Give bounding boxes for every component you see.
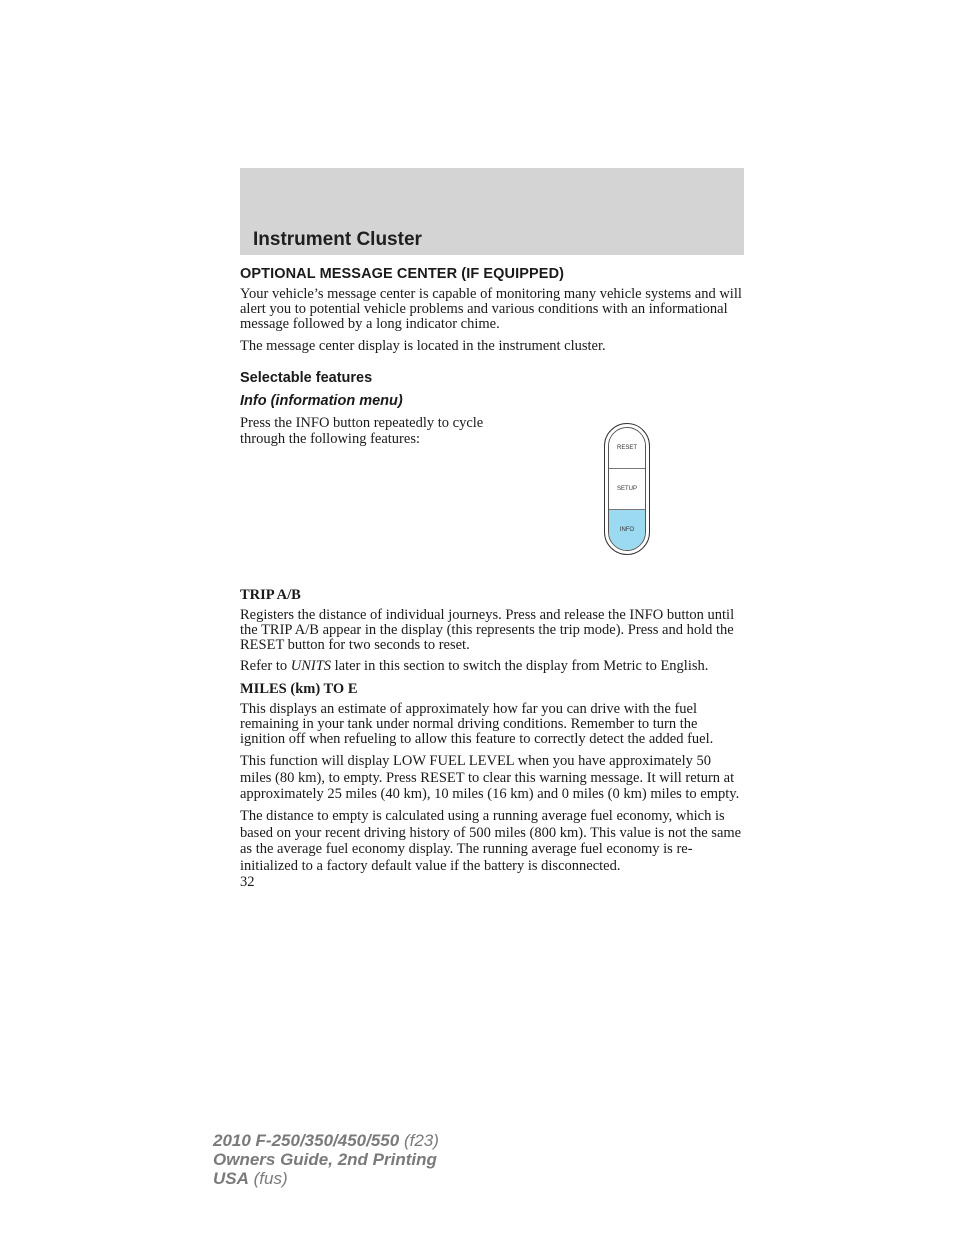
document-footer [213, 1131, 439, 1188]
footer-region-code: (fus) [248, 1169, 288, 1188]
footer-line-2: Owners Guide, 2nd Printing [213, 1150, 437, 1169]
intro-paragraph-2: The message center display is located in the instrument cluster. [240, 337, 606, 354]
selectable-features-heading: Selectable features [240, 369, 373, 386]
footer-line-1 [213, 1131, 439, 1150]
info-menu-paragraph: Press the INFO button repeatedly to cycle through the following features: [240, 414, 484, 448]
page-content [240, 266, 744, 891]
reset-button: RESET [609, 428, 645, 469]
message-center-buttons-illustration [604, 423, 650, 555]
trip-text-pre: Refer to [240, 658, 291, 675]
section-header-band [240, 168, 744, 255]
miles-paragraph-2: This function will display LOW FUEL LEVEL when you have approximately 50 miles (80 km), to empty. Press RESET to clear this warning message. It will return at approximately 25 miles (40 km), 10 miles (16 km) and 0 miles (0 km) miles to empty. [240, 753, 740, 803]
page-number: 32 [240, 874, 255, 891]
trip-paragraph-1: Registers the distance of individual journeys. Press and release the INFO button until the TRIP A/B appear in the display (this represents the trip mode). Press and hold the RESET button for two seconds to reset. [240, 606, 735, 654]
miles-to-empty-heading: MILES (km) TO E [240, 680, 358, 697]
trip-heading: TRIP A/B [240, 586, 301, 603]
footer-line-3 [213, 1169, 439, 1188]
section-header-title: Instrument Cluster [253, 229, 422, 250]
trip-paragraph-2 [240, 659, 744, 674]
footer-model: 2010 F-250/350/450/550 [213, 1131, 400, 1150]
section-title: OPTIONAL MESSAGE CENTER (IF EQUIPPED) [240, 266, 565, 282]
miles-paragraph-3: The distance to empty is calculated using a running average fuel economy, which is based on your recent driving history of 500 miles (800 km). This value is not the same as the average fuel economy display. The running average fuel economy is re-initialized to a factory default value if the battery is disconnected. [240, 808, 742, 874]
trip-text-post: later in this section to switch the display from Metric to English. [331, 658, 709, 675]
info-button: INFO [609, 510, 645, 550]
button-stack [608, 427, 646, 551]
setup-button: SETUP [609, 469, 645, 510]
miles-paragraph-1: This displays an estimate of approximately how far you can drive with the fuel remaining in your tank under normal driving conditions. Remember to turn the ignition off when refueling to allow this feature to correctly detect the added fuel. [240, 700, 714, 748]
footer-region: USA [213, 1169, 249, 1188]
units-reference: UNITS [290, 658, 332, 675]
intro-paragraph-1: Your vehicle’s message center is capable of monitoring many vehicle systems and will alert you to potential vehicle problems and various conditions with an informational message followed by a long indicator chime. [240, 286, 742, 333]
info-figure-row [240, 415, 744, 587]
info-menu-heading: Info (information menu) [240, 392, 403, 409]
footer-model-code: (f23) [399, 1131, 439, 1150]
